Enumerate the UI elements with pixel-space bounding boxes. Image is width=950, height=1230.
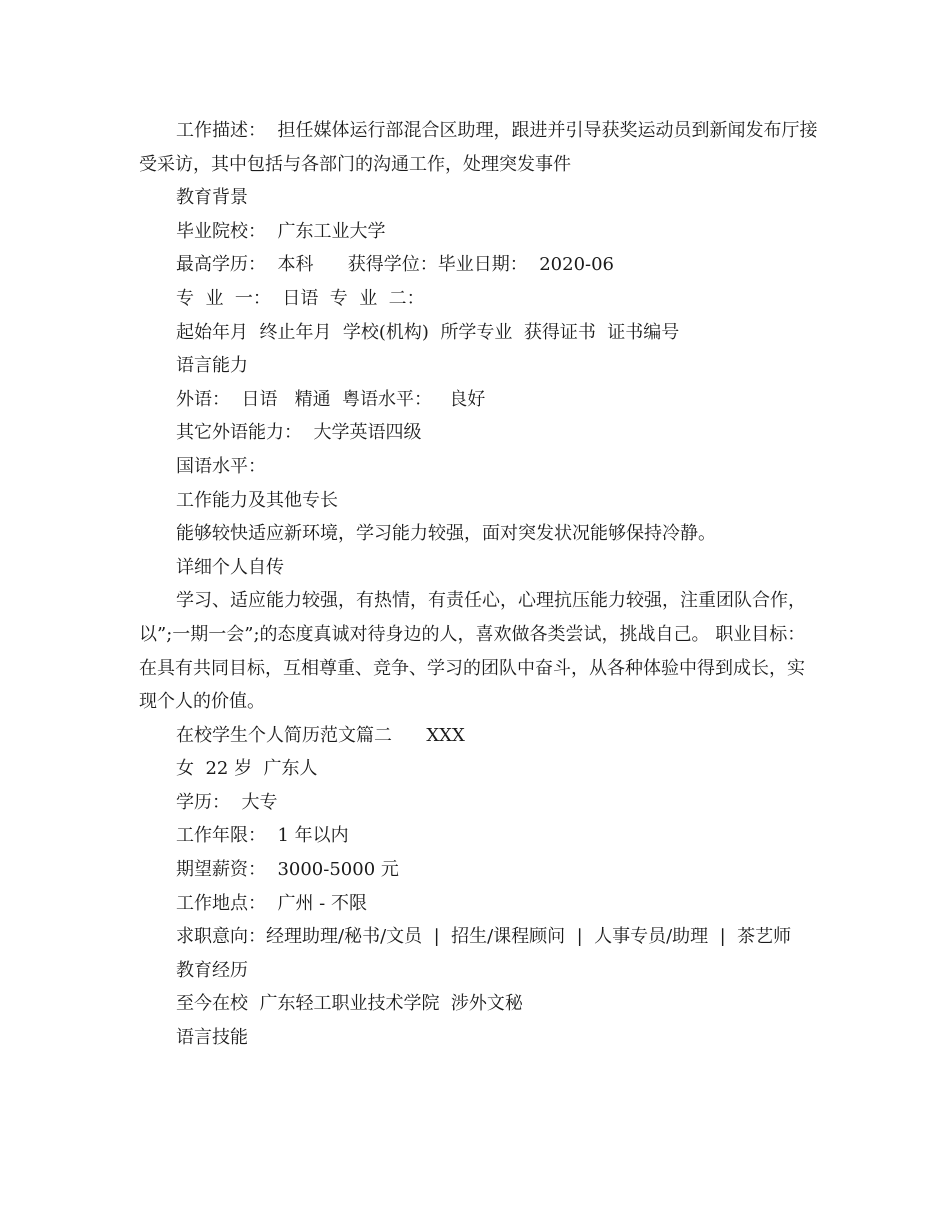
current-school-line: 至今在校 广东轻工职业技术学院 涉外文秘	[176, 993, 523, 1015]
personal-info-line: 女 22 岁 广东人	[176, 758, 318, 780]
work-description-paragraph: 工作描述： 担任媒体运行部混合区助理，跟进并引导获奖运动员到新闻发布厅接受采访，其中包括与各部门的沟通工作，处理突发事件	[139, 120, 818, 175]
autobiography-heading: 详细个人自传	[176, 556, 284, 578]
work-years-line: 工作年限： 1 年以内	[176, 825, 349, 847]
major-line: 专 业 一： 日语 专 业 二：	[176, 287, 425, 309]
work-location-line: 工作地点： 广州 - 不限	[176, 892, 367, 914]
education-level-line: 学历： 大专	[176, 791, 278, 813]
language-ability-heading: 语言能力	[176, 355, 248, 377]
education-experience-heading: 教育经历	[176, 959, 248, 981]
job-intention-paragraph: 求职意向：经理助理/秘书/文员 | 招生/课程顾问 | 人事专员/助理 | 茶艺师	[176, 926, 792, 948]
resume-body	[139, 114, 819, 1055]
other-language-line: 其它外语能力： 大学英语四级	[176, 422, 422, 444]
language-skills-heading: 语言技能	[176, 1027, 248, 1049]
foreign-language-line: 外语： 日语 精通 粤语水平： 良好	[176, 388, 486, 410]
autobiography-paragraph: 学习、适应能力较强，有热情，有责任心，心理抗压能力较强，注重团队合作，以”;一期一会”;的态度真诚对待身边的人，喜欢做各类尝试，挑战自己。 职业目标：在具有共同目标，互相尊重、竞争、学习的团队中奋斗，从各种体验中得到成长，实现个人的价值。	[139, 590, 806, 713]
education-table-header: 起始年月 终止年月 学校(机构) 所学专业 获得证书 证书编号	[176, 321, 680, 343]
work-ability-text: 能够较快适应新环境，学习能力较强，面对突发状况能够保持冷静。	[176, 523, 716, 545]
education-background-heading: 教育背景	[176, 187, 248, 209]
expected-salary-line: 期望薪资： 3000-5000 元	[176, 859, 399, 881]
sample-two-title: 在校学生个人简历范文篇二 XXX	[176, 724, 465, 746]
mandarin-level-line: 国语水平：	[176, 455, 266, 477]
highest-degree-line: 最高学历： 本科 获得学位：毕业日期： 2020-06	[176, 254, 615, 276]
work-ability-heading: 工作能力及其他专长	[176, 489, 338, 511]
graduate-school-line: 毕业院校： 广东工业大学	[176, 220, 386, 242]
